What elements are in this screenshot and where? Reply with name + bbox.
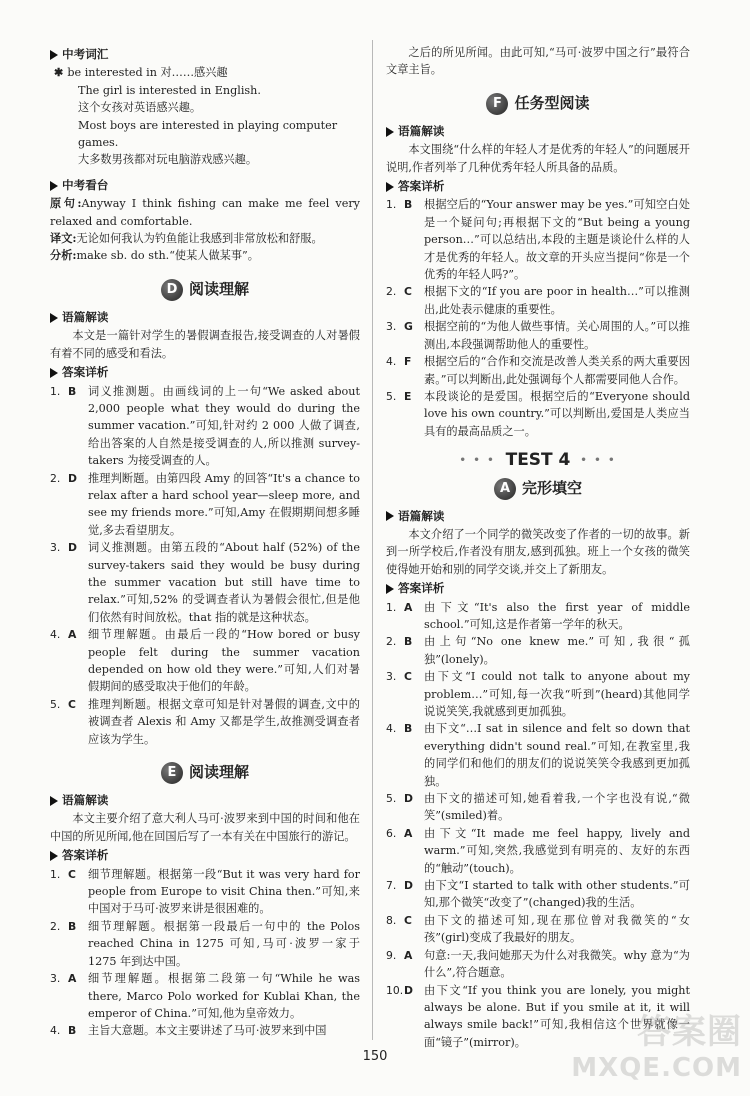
triangle-bullet-icon <box>386 182 394 192</box>
e-summary-heading: 语篇解读 <box>50 792 360 809</box>
answer-item: 2. D 推理判断题。由第四段 Amy 的回答“It's a chance to relax after a hard school year—sleep more, and see my friends more.”可知,Amy 在假期期间想多睡觉,多去看望朋友。 <box>50 471 360 537</box>
section-badge-icon: D <box>161 279 183 301</box>
section-a-title: A 完形填空 <box>386 478 690 500</box>
section-badge-icon: A <box>494 478 516 500</box>
answer-item: 3. D 词义推测题。由第五段的“About half (52%) of the survey-takers said they would be busy during the summer vacation but still have time to relax.”可知,52% 的受调查者认为暑假会很忙,但是他们依然有时间放松。that 指的就是这种状态。 <box>50 541 360 624</box>
f-answer-list <box>386 196 690 440</box>
translation: 译文:无论如何我认为钓鱼能让我感到非常放松和舒服。 <box>50 231 323 246</box>
triangle-bullet-icon <box>50 368 58 378</box>
answer-item: 9. A 句意:一天,我问她那天为什么对我微笑。why 意为“为什么”,符合题意。 <box>386 948 690 980</box>
answer-item: 3. A 细节理解题。根据第二段第一句“While he was there, Marco Polo worked for Kublai Khan, the emperor of China.”可知,他为皇帝效力。 <box>50 972 360 1020</box>
left-column <box>50 44 360 1040</box>
vocab-example: The girl is interested in English. <box>78 83 261 97</box>
triangle-bullet-icon <box>50 181 58 191</box>
vocab-phrase: ✱ be interested in 对……感兴趣 <box>54 65 228 80</box>
answer-item: 6. A 由下文“It made me feel happy, lively and warm.”可知,突然,我感觉到有明亮的、友好的东西的“触动”(touch)。 <box>386 826 690 875</box>
a-answers-heading: 答案详析 <box>386 580 690 597</box>
e-answer-list <box>50 866 360 1040</box>
e-summary: 本文主要介绍了意大利人马可·波罗来到中国的时间和他在中国的所见所闻,他在回国后写了一本有关在中国旅行的游记。 <box>50 812 360 843</box>
a-summary-heading: 语篇解读 <box>386 508 690 525</box>
analysis: 分析:make sb. do sth.“使某人做某事”。 <box>50 248 259 263</box>
f-summary: 本文围绕“什么样的年轻人才是优秀的年轻人”的问题展开说明,作者列举了几种优秀年轻人所具备的品质。 <box>386 143 690 174</box>
e-answers-heading: 答案详析 <box>50 847 360 864</box>
a-answer-list <box>386 599 690 1052</box>
answer-item: 5. C 推理判断题。根据文章可知是针对暑假的调查,文中的被调查者 Alexis 和 Amy 又都是学生,故推测受调查者应该为学生。 <box>50 697 360 746</box>
answer-item: 2. C 根据下文的“If you are poor in health…”可以推测出,此处表示健康的重要性。 <box>386 285 690 316</box>
answer-item: 4. A 细节理解题。由最后一段的“How bored or busy people felt during the summer vacation depended on how old they were.”可知,人们对暑假期间的感受取决于他们的年龄。 <box>50 628 360 694</box>
watermark-logo: 答案圈 MXQE.COM <box>571 1012 742 1083</box>
section-badge-icon: E <box>161 762 183 784</box>
answer-item: 2. B 细节理解题。根据第一段最后一句中的 the Polos reached China in 1275 可知,马可·波罗一家于 1275 年到达中国。 <box>50 919 360 968</box>
triangle-bullet-icon <box>50 851 58 861</box>
answer-item: 1. A 由下文“It's also the first year of middle school.”可知,这是作者第一学年的秋天。 <box>386 600 690 631</box>
answer-item: 2. B 由上句“No one knew me.”可知,我很“孤独”(lonely)。 <box>386 635 690 666</box>
answer-item: 7. D 由下文“I started to talk with other students.”可知,那个微笑“改变了”(changed)我的生活。 <box>386 879 690 910</box>
triangle-bullet-icon <box>50 796 58 806</box>
answer-item: 5. E 本段谈论的是爱国。根据空后的“Everyone should love his own country.”可以判断出,爱国是人类应当具有的最高品质之一。 <box>386 389 690 438</box>
vocab-example: 大多数男孩都对玩电脑游戏感兴趣。 <box>78 153 258 167</box>
column-divider <box>372 40 373 1040</box>
triangle-bullet-icon <box>386 127 394 137</box>
triangle-bullet-icon <box>50 50 58 60</box>
triangle-bullet-icon <box>386 511 394 521</box>
d-answer-list <box>50 383 360 749</box>
a-summary: 本文介绍了一个同学的微笑改变了作者的一切的故事。新到一所学校后,作者没有朋友,感到孤独。班上一个女孩的微笑使得她开始和别的同学交谈,并交上了新朋友。 <box>386 527 690 576</box>
d-answers-heading: 答案详析 <box>50 364 360 381</box>
answer-item: 3. C 由下文“I could not talk to anyone about my problem…”可知,每一次我“听到”(heard)其他同学说说笑笑,我就感到更加孤独。 <box>386 670 690 718</box>
section-d-title: D 阅读理解 <box>50 279 360 301</box>
d-summary: 本文是一篇针对学生的暑假调查报告,接受调查的人对暑假有着不同的感受和看法。 <box>50 329 360 360</box>
vocab-example: Most boys are interested in playing computer games. <box>78 118 338 150</box>
answer-item: 8. C 由下文的描述可知,现在那位曾对我微笑的“女孩”(girl)变成了我最好的朋友。 <box>386 913 690 945</box>
answer-item: 4. F 根据空后的“合作和交流是改善人类关系的两大重要因素。”可以判断出,此处强调每个人都需要同他人合作。 <box>386 355 690 386</box>
d-summary-heading: 语篇解读 <box>50 309 360 326</box>
answer-item: 1. B 根据空后的“Your answer may be yes.”可知空白处是一个疑问句;再根据下文的“But being a young person…”可以总结出,本段的主题是谈论什么样的人才是优秀的年轻人。故文章的开头应当提问“你是一个优秀的年轻人吗?”。 <box>386 198 690 282</box>
answer-item: 3. G 根据空前的“为他人做些事情。关心周围的人。”可以推测出,本段强调帮助他人的重要性。 <box>386 320 690 351</box>
f-answers-heading: 答案详析 <box>386 178 690 195</box>
answer-item: 4. B 由下文“…I sat in silence and felt so down that everything didn't sound real.”可知,在教室里,我的同学们和他们的朋友们的说说笑笑令我感到更加孤独。 <box>386 722 690 788</box>
answer-item: 1. B 词义推测题。由画线词的上一句“We asked about 2,000 people what they would do during the summer vacation.”可知,针对约 2 000 人做了调查,给出答案的人自然是接受调查的人,所以推测 survey-takers 为接受调查的人。 <box>50 384 360 468</box>
answer-item: 1. C 细节理解题。根据第一段“But it was very hard for people from Europe to visit China then.”可知,来中国对于马可·波罗来讲是很困难的。 <box>50 867 360 916</box>
asterisk-icon: ✱ <box>54 65 64 80</box>
vocab-example: 这个女孩对英语感兴趣。 <box>78 101 202 115</box>
answer-item: 5. D 由下文的描述可知,她看着我,一个字也没有说,“微笑”(smiled)着。 <box>386 792 690 823</box>
section-badge-icon: F <box>486 93 508 115</box>
page-number: 150 <box>362 1049 388 1064</box>
section-e-title: E 阅读理解 <box>50 762 360 784</box>
right-column <box>386 44 690 1051</box>
e-continuation: 之后的所见所闻。由此可知,“马可·波罗中国之行”最符合文章主旨。 <box>386 46 690 77</box>
answer-item: 10. D 由下文“If you think you are lonely, you might always be alone. But if you smile at it, it will always smile back!”可知,我相信这个世界就像一面“镜子”(mirror)。 <box>386 983 690 1049</box>
vocab-heading: 中考词汇 <box>50 46 360 63</box>
sentence-heading: 中考看台 <box>50 177 360 194</box>
section-f-title: F 任务型阅读 <box>386 93 690 115</box>
triangle-bullet-icon <box>386 584 394 594</box>
answer-item: 4. B 主旨大意题。本文主要讲述了马可·波罗来到中国 <box>50 1024 327 1038</box>
triangle-bullet-icon <box>50 313 58 323</box>
original-sentence: 原句:Anyway I think fishing can make me feel very relaxed and comfortable. <box>50 196 360 228</box>
test-title: • • • TEST 4 • • • <box>459 450 617 471</box>
f-summary-heading: 语篇解读 <box>386 123 690 140</box>
